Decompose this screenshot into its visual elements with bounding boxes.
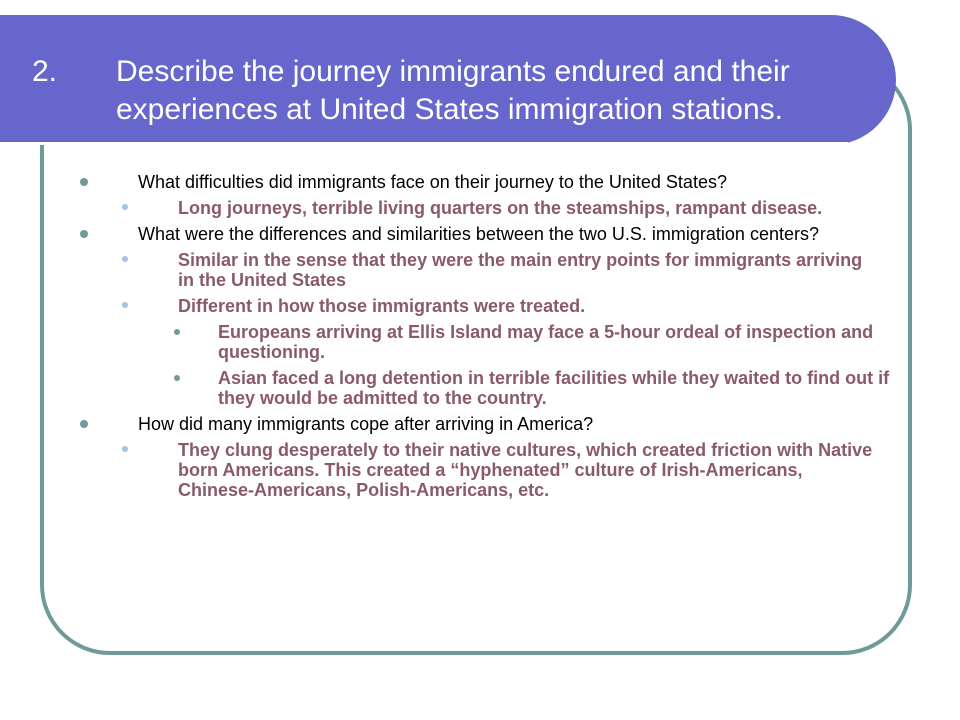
answer-text: They clung desperately to their native cultures, which created friction with Native born Americans. This created a “hyphenated” culture of Irish-Americans, Chinese-Americans, Polish-Americans, etc.: [178, 440, 873, 500]
bullet-dot-icon: [122, 204, 128, 210]
bullet-dot-icon: [80, 420, 88, 428]
sub-answer-item: [218, 368, 898, 408]
question-item: [138, 224, 858, 244]
bullet-dot-icon: [80, 230, 88, 238]
question-item: [138, 414, 858, 434]
answer-item: [178, 440, 878, 500]
answer-text: Different in how those immigrants were treated.: [178, 296, 586, 316]
question-item: [138, 172, 858, 192]
answer-item: [178, 250, 878, 290]
bullet-dot-icon: [122, 256, 128, 262]
sub-answer-text: Asian faced a long detention in terrible facilities while they waited to find out if they would be admitted to the country.: [218, 368, 890, 408]
slide-title-text: Describe the journey immigrants endured and their experiences at United States immigration stations.: [116, 55, 790, 126]
answer-item: [178, 296, 878, 316]
question-text: What difficulties did immigrants face on their journey to the United States?: [138, 172, 727, 192]
answer-text: Long journeys, terrible living quarters on the steamships, rampant disease.: [178, 198, 823, 218]
bullet-dot-icon: [122, 446, 128, 452]
bullet-list: [0, 172, 960, 506]
bullet-dot-icon: [174, 375, 180, 381]
bullet-dot-icon: [174, 329, 180, 335]
bullet-dot-icon: [80, 178, 88, 186]
question-text: What were the differences and similarities between the two U.S. immigration centers?: [138, 224, 819, 244]
title-underline: [0, 142, 848, 145]
slide-number: 2.: [32, 55, 58, 88]
answer-item: [178, 198, 878, 218]
answer-text: Similar in the sense that they were the main entry points for immigrants arriving in the United States: [178, 250, 863, 290]
sub-answer-text: Europeans arriving at Ellis Island may face a 5-hour ordeal of inspection and questioning.: [218, 322, 874, 362]
bullet-dot-icon: [122, 302, 128, 308]
title-banner: [0, 15, 896, 145]
question-text: How did many immigrants cope after arriving in America?: [138, 414, 594, 434]
sub-answer-item: [218, 322, 898, 362]
slide-title: [32, 53, 852, 129]
